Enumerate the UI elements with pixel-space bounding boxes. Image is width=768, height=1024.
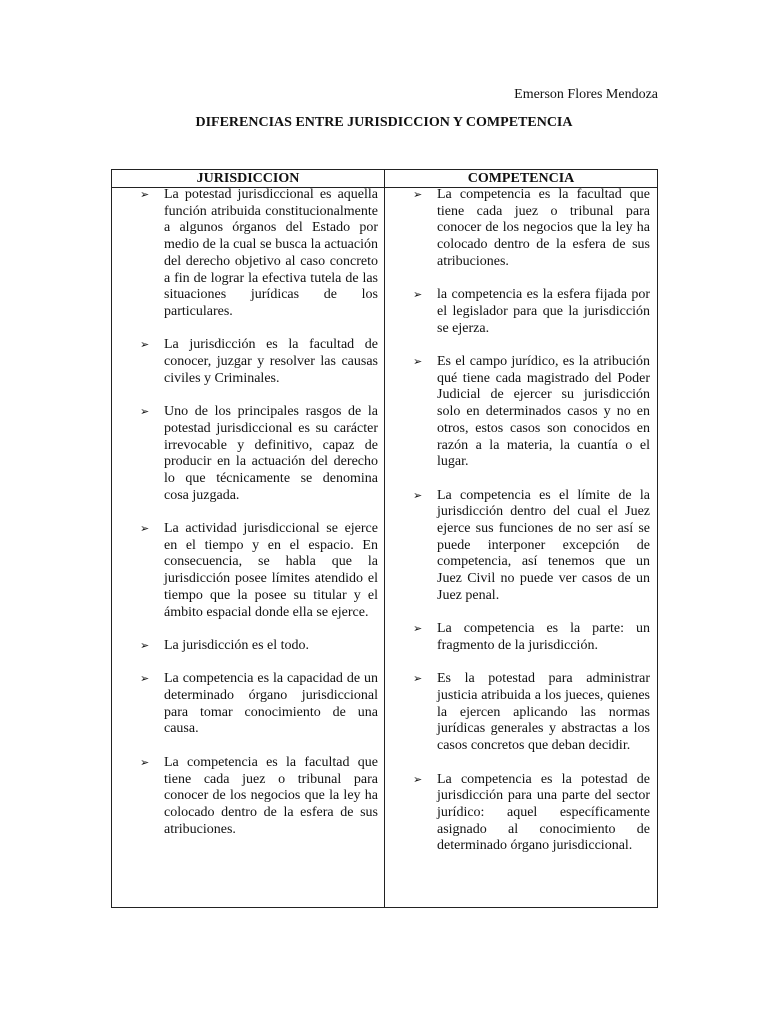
arrow-bullet-icon: ➢ [413, 356, 423, 368]
list-item [112, 755, 384, 839]
list-item [112, 404, 384, 504]
arrow-bullet-icon: ➢ [140, 673, 150, 686]
arrow-bullet-icon: ➢ [413, 489, 423, 502]
list-item [112, 638, 384, 655]
list-item [385, 488, 657, 605]
arrow-bullet-icon: ➢ [413, 673, 423, 686]
arrow-bullet-icon: ➢ [140, 189, 150, 201]
list-item-text: Uno de los principales rasgos de la potestad jurisdiccional es su carácter irrevocable y definitivo, capaz de producir en la actuación del derecho lo que técnicamente se denomina cosa juzgada. [164, 404, 378, 503]
list-item [385, 671, 657, 755]
list-item [385, 354, 657, 471]
column-jurisdiccion [112, 170, 384, 907]
arrow-bullet-icon: ➢ [140, 339, 150, 352]
list-item-text: La competencia es la facultad que tiene cada juez o tribunal para conocer de los negocios que la ley ha colocado dentro de la esfera de sus atribuciones. [437, 187, 650, 269]
list-item [112, 671, 384, 738]
list-item-text: La competencia es la capacidad de un determinado órgano jurisdiccional para tomar conocimiento de una causa. [164, 671, 378, 737]
jurisdiccion-list [112, 187, 384, 838]
arrow-bullet-icon: ➢ [140, 756, 150, 769]
column-competencia [385, 170, 657, 907]
list-item [385, 287, 657, 337]
column-heading-competencia: COMPETENCIA [467, 171, 575, 186]
document-title: DIFERENCIAS ENTRE JURISDICCION Y COMPETENCIA [195, 115, 573, 130]
list-item [112, 521, 384, 621]
list-item [385, 621, 657, 654]
list-item [112, 187, 384, 321]
arrow-bullet-icon: ➢ [413, 773, 423, 786]
list-item-text: La competencia es la parte: un fragmento de la jurisdicción. [437, 621, 650, 653]
arrow-bullet-icon: ➢ [413, 623, 423, 636]
list-item [112, 337, 384, 387]
list-item-text: La actividad jurisdiccional se ejerce en el tiempo y en el espacio. En consecuencia, se habla que la jurisdicción posee límites atendido el tiempo que la posee su titular y el ámbito espacial donde ella se ejerce. [164, 521, 378, 620]
column-heading-jurisdiccion: JURISDICCION [196, 171, 300, 186]
list-item-text: la competencia es la esfera fijada por el legislador para que la jurisdicción se ejerza. [437, 287, 650, 336]
list-item-text: La potestad jurisdiccional es aquella función atribuida constitucionalmente a algunos órganos del Estado por medio de la cual se busca la actuación del derecho objetivo al caso concreto a fin de lograr la efectiva tutela de las situaciones jurídicas de los particulares. [164, 187, 378, 319]
list-item-text: La competencia es el límite de la jurisdicción dentro del cual el Juez ejerce sus funciones de no ser así se puede interponer excepción de competencia, así tenemos que un Juez Civil no puede ver casos de un Juez penal. [437, 487, 650, 603]
arrow-bullet-icon: ➢ [140, 639, 150, 652]
competencia-list [385, 187, 657, 855]
list-item-text: Es la potestad para administrar justicia atribuida a los jueces, quienes la ejercen aplicando las normas jurídicas generales y abstractas a los casos concretos que deban decidir. [437, 671, 650, 754]
arrow-bullet-icon: ➢ [413, 289, 423, 302]
comparison-table [111, 169, 658, 908]
list-item-text: Es el campo jurídico, es la atribución qué tiene cada magistrado del Poder Judicial de ejercer su jurisdicción solo en determinados casos y no en otros, estos casos son conocidos en razón a la materia, la cuantía o el lugar. [437, 354, 650, 470]
arrow-bullet-icon: ➢ [413, 189, 423, 201]
list-item-text: La competencia es la potestad de jurisdicción para una parte del sector jurídico: aquel específicamente asignado al conocimiento de determinado órgano jurisdiccional. [437, 771, 650, 854]
list-item-text: La jurisdicción es el todo. [164, 637, 310, 653]
list-item [385, 772, 657, 856]
arrow-bullet-icon: ➢ [140, 406, 150, 419]
list-item-text: La competencia es la facultad que tiene cada juez o tribunal para conocer de los negocios que la ley ha colocado dentro de la esfera de sus atribuciones. [164, 754, 378, 837]
list-item [385, 187, 657, 271]
author-name: Emerson Flores Mendoza [514, 87, 658, 102]
list-item-text: La jurisdicción es la facultad de conocer, juzgar y resolver las causas civiles y Criminales. [164, 337, 378, 386]
arrow-bullet-icon: ➢ [140, 523, 150, 536]
